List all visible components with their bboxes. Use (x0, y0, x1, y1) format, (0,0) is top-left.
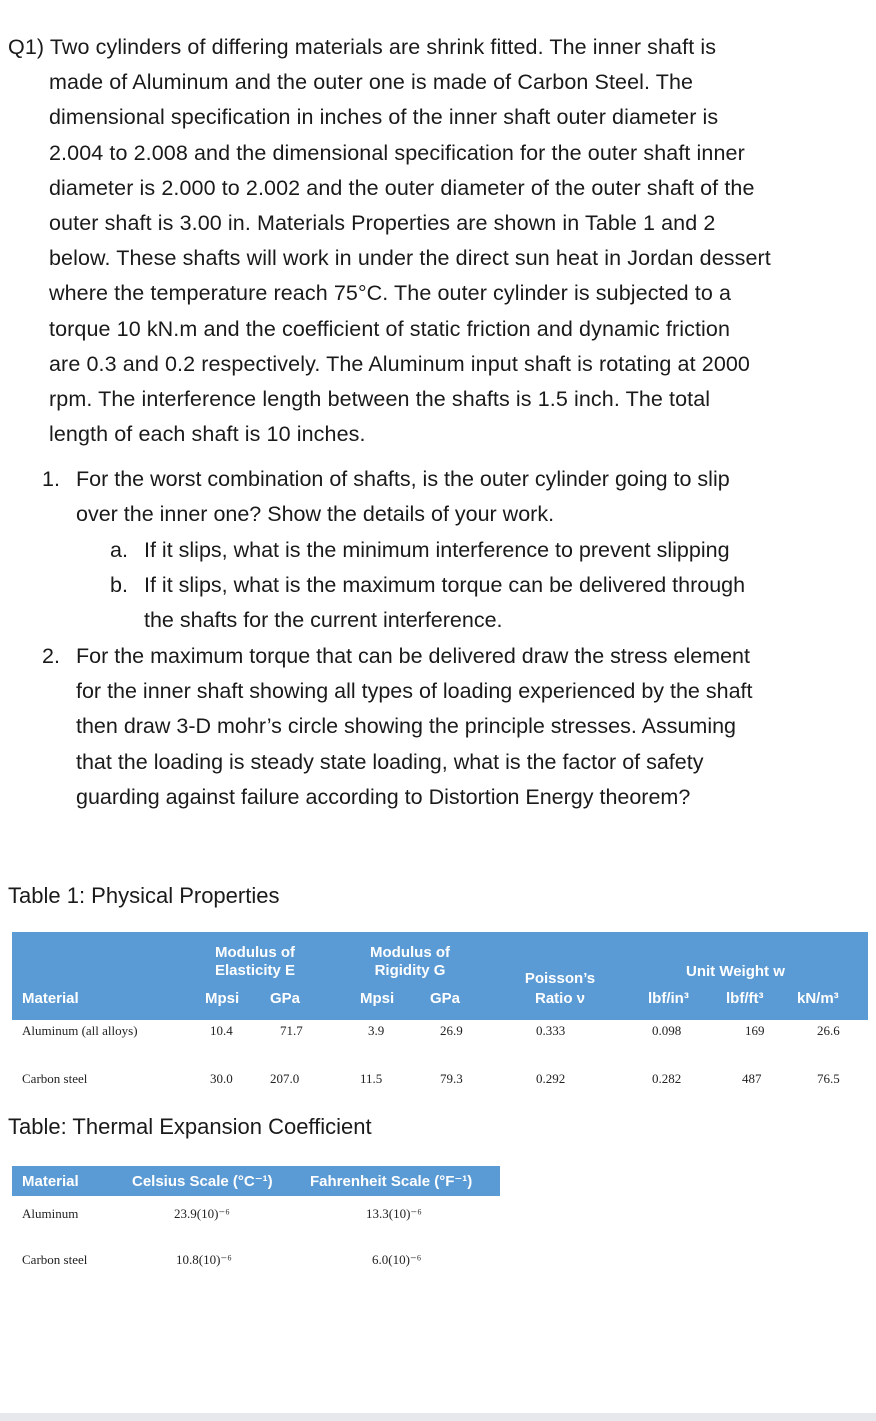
table-cell: 13.3(10)⁻⁶ (366, 1206, 422, 1221)
question-line: torque 10 kN.m and the coefficient of static friction and dynamic friction (49, 316, 731, 341)
table-cell: 23.9(10)⁻⁶ (174, 1206, 230, 1221)
table-cell: Carbon steel (22, 1252, 88, 1267)
task-2 (42, 639, 752, 815)
table-cell: 30.0 (210, 1071, 233, 1086)
question-line: dimensional specification in inches of the inner shaft outer diameter is (49, 105, 719, 130)
subtask-letter: a. (110, 538, 128, 562)
table-cell: 79.3 (440, 1071, 463, 1086)
table-cell: 10.4 (210, 1023, 233, 1038)
task-line: then draw 3-D mohr’s circle showing the principle stresses. Assuming (76, 714, 737, 739)
table-cell: Aluminum (all alloys) (22, 1023, 138, 1038)
subtask-line: the shafts for the current interference. (144, 608, 503, 633)
question-line: 2.004 to 2.008 and the dimensional specification for the outer shaft inner (49, 140, 745, 165)
t1-header-rigidity-1: Modulus of (370, 944, 450, 961)
t1-header-lbf-ft3: lbf/ft³ (726, 990, 764, 1007)
t1-header-g-mpsi: Mpsi (360, 990, 395, 1007)
t2-header-celsius: Celsius Scale (°C⁻¹) (132, 1173, 273, 1190)
table-cell: 0.282 (652, 1071, 682, 1086)
table-cell: Aluminum (22, 1206, 79, 1221)
table-cell: 71.7 (280, 1023, 303, 1038)
table-cell: 0.098 (652, 1023, 682, 1038)
table-cell: Carbon steel (22, 1071, 88, 1086)
task-line: For the worst combination of shafts, is the outer cylinder going to slip (76, 467, 730, 491)
t1-header-rigidity-2: Rigidity G (374, 962, 446, 979)
t1-header-material: Material (22, 990, 79, 1007)
question-line: length of each shaft is 10 inches. (49, 422, 366, 447)
table-cell: 0.333 (536, 1023, 566, 1038)
question-line: made of Aluminum and the outer one is made of Carbon Steel. The (49, 70, 694, 95)
subtask-line: If it slips, what is the maximum torque can be delivered through (144, 573, 746, 597)
subtask-letter: b. (110, 573, 128, 597)
task-line: For the maximum torque that can be delivered draw the stress element (76, 644, 750, 668)
t1-header-elasticity-1: Modulus of (215, 944, 295, 961)
task-line: that the loading is steady state loading, what is the factor of safety (76, 749, 704, 774)
table-cell: 0.292 (536, 1071, 566, 1086)
subtask-line: If it slips, what is the minimum interference to prevent slipping (144, 538, 730, 562)
t1-header-poisson-2: Ratio ν (534, 990, 585, 1007)
question-line: are 0.3 and 0.2 respectively. The Aluminum input shaft is rotating at 2000 (49, 351, 750, 376)
subtask-a (110, 533, 730, 568)
t2-header-material: Material (22, 1173, 79, 1190)
table-cell: 76.5 (817, 1071, 840, 1086)
t1-header-lbf-in3: lbf/in³ (648, 990, 689, 1007)
table2-caption: Table: Thermal Expansion Coefficient (8, 1114, 372, 1139)
table-cell: 6.0(10)⁻⁶ (372, 1252, 422, 1267)
t1-header-e-mpsi: Mpsi (205, 990, 240, 1007)
t1-header-e-gpa: GPa (270, 990, 301, 1007)
page-bottom-edge (0, 1413, 876, 1421)
question-line: outer shaft is 3.00 in. Materials Properties are shown in Table 1 and 2 (49, 211, 716, 236)
table-cell: 487 (742, 1071, 762, 1086)
table1-caption: Table 1: Physical Properties (8, 883, 280, 908)
task-number: 2. (42, 644, 60, 668)
t1-header-elasticity-2: Elasticity E (214, 962, 296, 979)
question-line: below. These shafts will work in under the direct sun heat in Jordan dessert (49, 246, 771, 271)
table-cell: 26.9 (440, 1023, 463, 1038)
task-number: 1. (42, 467, 60, 491)
table-cell: 3.9 (368, 1023, 385, 1038)
table-cell: 207.0 (270, 1071, 300, 1086)
task-line: over the inner one? Show the details of your work. (76, 502, 555, 527)
t1-header-poisson-1: Poisson’s (524, 970, 596, 987)
question-line: rpm. The interference length between the shafts is 1.5 inch. The total (49, 387, 711, 412)
task-line: guarding against failure according to Distortion Energy theorem? (76, 784, 691, 809)
t1-header-unit-weight: Unit Weight w (686, 963, 785, 980)
table-cell: 26.6 (817, 1023, 840, 1038)
t1-header-g-gpa: GPa (430, 990, 461, 1007)
t2-header-fahrenheit: Fahrenheit Scale (°F⁻¹) (310, 1173, 473, 1190)
question-line: where the temperature reach 75°C. The outer cylinder is subjected to a (49, 281, 732, 306)
task-line: for the inner shaft showing all types of loading experienced by the shaft (76, 679, 753, 704)
question-paragraph (8, 30, 868, 452)
t1-header-kn-m3: kN/m³ (797, 990, 839, 1007)
table-cell: 169 (745, 1023, 765, 1038)
task-1 (42, 462, 730, 532)
question-line: diameter is 2.000 to 2.002 and the outer diameter of the outer shaft of the (49, 175, 755, 200)
table-cell: 11.5 (360, 1071, 383, 1086)
question-line: Q1) Two cylinders of differing materials are shrink fitted. The inner shaft is (8, 35, 717, 59)
table-cell: 10.8(10)⁻⁶ (176, 1252, 232, 1267)
subtask-b (110, 568, 745, 638)
